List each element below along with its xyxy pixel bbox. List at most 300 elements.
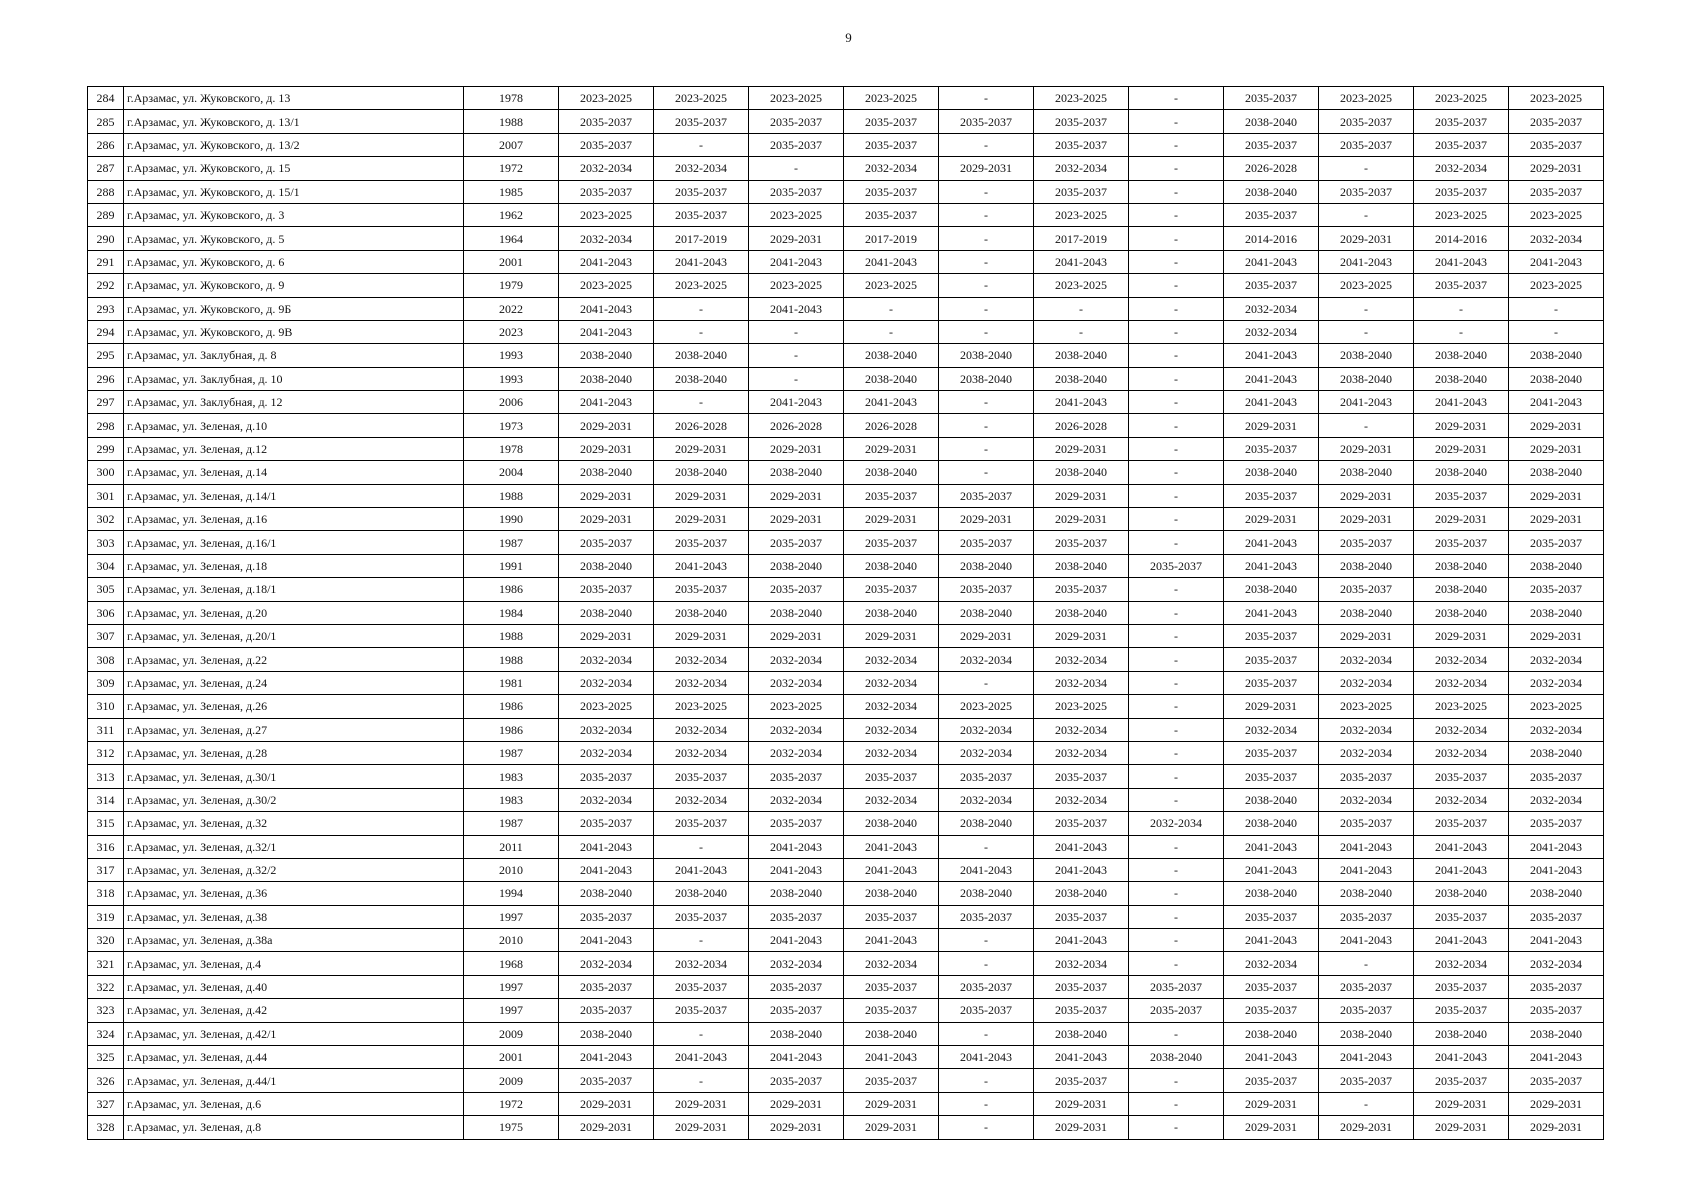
period-cell: 2032-2034 <box>1034 157 1129 180</box>
period-cell: - <box>1129 414 1224 437</box>
period-cell: 2035-2037 <box>1414 133 1509 156</box>
year-cell: 1990 <box>464 508 559 531</box>
period-cell: 2035-2037 <box>1319 999 1414 1022</box>
period-cell: 2035-2037 <box>654 905 749 928</box>
period-cell: 2038-2040 <box>1509 367 1604 390</box>
period-cell: 2032-2034 <box>1319 788 1414 811</box>
period-cell: 2041-2043 <box>1414 1046 1509 1069</box>
period-cell: 2035-2037 <box>1414 999 1509 1022</box>
period-cell: 2035-2037 <box>1509 905 1604 928</box>
period-cell: - <box>1129 297 1224 320</box>
period-cell: 2035-2037 <box>1224 87 1319 110</box>
period-cell: 2041-2043 <box>1224 1046 1319 1069</box>
period-cell: 2041-2043 <box>1224 367 1319 390</box>
period-cell: 2035-2037 <box>1034 578 1129 601</box>
table-row <box>88 578 1604 601</box>
period-cell: 2035-2037 <box>1509 975 1604 998</box>
period-cell: 2023-2025 <box>749 203 844 226</box>
row-number-cell: 291 <box>88 250 124 273</box>
period-cell: - <box>939 461 1034 484</box>
period-cell: 2029-2031 <box>844 1092 939 1115</box>
period-cell: 2029-2031 <box>1509 624 1604 647</box>
address-cell: г.Арзамас, ул. Зеленая, д.32/1 <box>124 835 464 858</box>
period-cell: 2038-2040 <box>939 882 1034 905</box>
period-cell: 2038-2040 <box>1509 461 1604 484</box>
period-cell: 2035-2037 <box>654 110 749 133</box>
period-cell: 2035-2037 <box>559 812 654 835</box>
period-cell: 2017-2019 <box>844 227 939 250</box>
period-cell: 2032-2034 <box>1129 812 1224 835</box>
period-cell: 2035-2037 <box>844 1069 939 1092</box>
year-cell: 1975 <box>464 1116 559 1139</box>
period-cell: 2035-2037 <box>1414 1069 1509 1092</box>
year-cell: 1972 <box>464 157 559 180</box>
period-cell: 2029-2031 <box>1034 1116 1129 1139</box>
row-number-cell: 322 <box>88 975 124 998</box>
period-cell: 2041-2043 <box>559 858 654 881</box>
period-cell: 2035-2037 <box>1319 905 1414 928</box>
address-cell: г.Арзамас, ул. Жуковского, д. 15 <box>124 157 464 180</box>
period-cell: 2035-2037 <box>1034 765 1129 788</box>
period-cell: - <box>1129 227 1224 250</box>
period-cell: 2035-2037 <box>559 975 654 998</box>
period-cell: 2035-2037 <box>654 531 749 554</box>
period-cell: 2041-2043 <box>749 250 844 273</box>
period-cell: - <box>939 250 1034 273</box>
period-cell: 2035-2037 <box>939 999 1034 1022</box>
period-cell: 2032-2034 <box>559 227 654 250</box>
period-cell: 2035-2037 <box>1414 180 1509 203</box>
table-row <box>88 905 1604 928</box>
period-cell: 2032-2034 <box>1224 297 1319 320</box>
period-cell: 2035-2037 <box>1509 531 1604 554</box>
period-cell: - <box>1129 1092 1224 1115</box>
period-cell: 2038-2040 <box>1509 601 1604 624</box>
address-cell: г.Арзамас, ул. Зеленая, д.42 <box>124 999 464 1022</box>
period-cell: 2035-2037 <box>1224 999 1319 1022</box>
period-cell: - <box>654 835 749 858</box>
period-cell: 2029-2031 <box>654 484 749 507</box>
period-cell: 2035-2037 <box>749 905 844 928</box>
period-cell: 2023-2025 <box>559 274 654 297</box>
period-cell: - <box>939 320 1034 343</box>
year-cell: 1994 <box>464 882 559 905</box>
period-cell: 2038-2040 <box>749 461 844 484</box>
period-cell: 2032-2034 <box>844 718 939 741</box>
period-cell: 2035-2037 <box>1034 975 1129 998</box>
period-cell: 2035-2037 <box>1034 133 1129 156</box>
period-cell: 2035-2037 <box>1224 274 1319 297</box>
period-cell: - <box>844 297 939 320</box>
table-row <box>88 437 1604 460</box>
row-number-cell: 288 <box>88 180 124 203</box>
period-cell: 2032-2034 <box>749 952 844 975</box>
period-cell: - <box>1414 320 1509 343</box>
year-cell: 1997 <box>464 905 559 928</box>
period-cell: 2041-2043 <box>1509 391 1604 414</box>
period-cell: 2035-2037 <box>1414 531 1509 554</box>
year-cell: 2009 <box>464 1022 559 1045</box>
period-cell: - <box>1319 320 1414 343</box>
period-cell: 2035-2037 <box>1509 578 1604 601</box>
period-cell: - <box>1129 250 1224 273</box>
period-cell: 2032-2034 <box>1509 648 1604 671</box>
period-cell: 2041-2043 <box>1319 1046 1414 1069</box>
period-cell: 2038-2040 <box>844 812 939 835</box>
period-cell: - <box>939 227 1034 250</box>
period-cell: 2041-2043 <box>1319 929 1414 952</box>
period-cell: 2038-2040 <box>1034 1022 1129 1045</box>
table-row <box>88 648 1604 671</box>
period-cell: 2032-2034 <box>939 718 1034 741</box>
period-cell: - <box>1129 110 1224 133</box>
period-cell: 2023-2025 <box>1509 203 1604 226</box>
period-cell: 2035-2037 <box>844 975 939 998</box>
period-cell: 2029-2031 <box>1034 624 1129 647</box>
period-cell: 2041-2043 <box>559 391 654 414</box>
period-cell: 2032-2034 <box>1509 227 1604 250</box>
period-cell: 2032-2034 <box>654 718 749 741</box>
period-cell: 2029-2031 <box>559 508 654 531</box>
period-cell: 2041-2043 <box>939 858 1034 881</box>
period-cell: - <box>844 320 939 343</box>
period-cell: 2023-2025 <box>1509 695 1604 718</box>
period-cell: 2038-2040 <box>1414 601 1509 624</box>
period-cell: 2029-2031 <box>1414 624 1509 647</box>
period-cell: 2041-2043 <box>749 858 844 881</box>
period-cell: 2038-2040 <box>844 601 939 624</box>
period-cell: 2038-2040 <box>1414 367 1509 390</box>
period-cell: 2035-2037 <box>749 975 844 998</box>
address-cell: г.Арзамас, ул. Зеленая, д.40 <box>124 975 464 998</box>
address-cell: г.Арзамас, ул. Жуковского, д. 13/2 <box>124 133 464 156</box>
table-body <box>88 87 1604 1140</box>
period-cell: 2032-2034 <box>1224 718 1319 741</box>
row-number-cell: 308 <box>88 648 124 671</box>
period-cell: 2032-2034 <box>559 648 654 671</box>
period-cell: 2035-2037 <box>1509 133 1604 156</box>
address-cell: г.Арзамас, ул. Зеленая, д.16/1 <box>124 531 464 554</box>
period-cell: 2038-2040 <box>1224 812 1319 835</box>
period-cell: 2041-2043 <box>1319 858 1414 881</box>
period-cell: 2035-2037 <box>939 484 1034 507</box>
period-cell: 2032-2034 <box>654 648 749 671</box>
period-cell: 2035-2037 <box>844 133 939 156</box>
table-row <box>88 835 1604 858</box>
table-row <box>88 367 1604 390</box>
period-cell: 2035-2037 <box>749 812 844 835</box>
period-cell: 2035-2037 <box>654 999 749 1022</box>
period-cell: - <box>749 344 844 367</box>
period-cell: 2038-2040 <box>939 367 1034 390</box>
row-number-cell: 320 <box>88 929 124 952</box>
table-row <box>88 929 1604 952</box>
period-cell: 2035-2037 <box>559 905 654 928</box>
period-cell: 2038-2040 <box>844 367 939 390</box>
period-cell: 2032-2034 <box>939 788 1034 811</box>
table-row <box>88 695 1604 718</box>
table-row <box>88 297 1604 320</box>
table-row <box>88 87 1604 110</box>
period-cell: 2035-2037 <box>1319 578 1414 601</box>
period-cell: 2035-2037 <box>1509 1069 1604 1092</box>
period-cell: 2038-2040 <box>844 882 939 905</box>
period-cell: - <box>1129 157 1224 180</box>
period-cell: - <box>749 320 844 343</box>
table-row <box>88 414 1604 437</box>
period-cell: 2023-2025 <box>1509 274 1604 297</box>
period-cell: 2035-2037 <box>1034 180 1129 203</box>
period-cell: - <box>1129 133 1224 156</box>
period-cell: 2035-2037 <box>844 531 939 554</box>
period-cell: 2035-2037 <box>1414 484 1509 507</box>
period-cell: 2041-2043 <box>1319 835 1414 858</box>
period-cell: 2035-2037 <box>1224 1069 1319 1092</box>
period-cell: 2035-2037 <box>844 180 939 203</box>
period-cell: 2035-2037 <box>654 578 749 601</box>
period-cell: 2038-2040 <box>559 554 654 577</box>
table-row <box>88 274 1604 297</box>
period-cell: - <box>654 929 749 952</box>
period-cell: 2023-2025 <box>1319 87 1414 110</box>
period-cell: 2038-2040 <box>1319 882 1414 905</box>
table-row <box>88 1022 1604 1045</box>
table-row <box>88 601 1604 624</box>
period-cell: - <box>1129 87 1224 110</box>
year-cell: 1987 <box>464 741 559 764</box>
period-cell: 2035-2037 <box>1414 274 1509 297</box>
period-cell: 2041-2043 <box>1224 601 1319 624</box>
period-cell: 2038-2040 <box>749 882 844 905</box>
year-cell: 1978 <box>464 437 559 460</box>
period-cell: 2041-2043 <box>1224 344 1319 367</box>
address-cell: г.Арзамас, ул. Жуковского, д. 9 <box>124 274 464 297</box>
table-row <box>88 391 1604 414</box>
period-cell: 2035-2037 <box>654 975 749 998</box>
period-cell: 2041-2043 <box>559 297 654 320</box>
period-cell: 2035-2037 <box>1319 110 1414 133</box>
period-cell: 2029-2031 <box>654 437 749 460</box>
period-cell: 2041-2043 <box>1319 391 1414 414</box>
period-cell: 2035-2037 <box>939 765 1034 788</box>
address-cell: г.Арзамас, ул. Зеленая, д.20/1 <box>124 624 464 647</box>
period-cell: 2029-2031 <box>1509 1116 1604 1139</box>
period-cell: 2041-2043 <box>654 554 749 577</box>
period-cell: 2038-2040 <box>939 601 1034 624</box>
table-row <box>88 484 1604 507</box>
row-number-cell: 289 <box>88 203 124 226</box>
period-cell: 2035-2037 <box>654 765 749 788</box>
period-cell: 2035-2037 <box>1224 484 1319 507</box>
period-cell: 2032-2034 <box>1509 718 1604 741</box>
period-cell: 2041-2043 <box>559 929 654 952</box>
address-cell: г.Арзамас, ул. Заклубная, д. 8 <box>124 344 464 367</box>
period-cell: 2035-2037 <box>1319 531 1414 554</box>
period-cell: 2035-2037 <box>1224 203 1319 226</box>
address-cell: г.Арзамас, ул. Зеленая, д.28 <box>124 741 464 764</box>
period-cell: 2035-2037 <box>749 133 844 156</box>
address-cell: г.Арзамас, ул. Зеленая, д.26 <box>124 695 464 718</box>
address-cell: г.Арзамас, ул. Зеленая, д.30/1 <box>124 765 464 788</box>
period-cell: 2041-2043 <box>559 835 654 858</box>
year-cell: 1997 <box>464 975 559 998</box>
period-cell: 2029-2031 <box>1224 1092 1319 1115</box>
period-cell: 2041-2043 <box>749 297 844 320</box>
period-cell: 2029-2031 <box>1224 414 1319 437</box>
row-number-cell: 304 <box>88 554 124 577</box>
period-cell: 2032-2034 <box>654 788 749 811</box>
table-row <box>88 157 1604 180</box>
period-cell: 2032-2034 <box>844 648 939 671</box>
period-cell: 2026-2028 <box>844 414 939 437</box>
period-cell: 2029-2031 <box>1509 484 1604 507</box>
period-cell: 2035-2037 <box>749 531 844 554</box>
period-cell: 2038-2040 <box>844 1022 939 1045</box>
period-cell: 2032-2034 <box>1034 741 1129 764</box>
period-cell: 2026-2028 <box>1034 414 1129 437</box>
period-cell: 2035-2037 <box>654 812 749 835</box>
year-cell: 1988 <box>464 624 559 647</box>
row-number-cell: 305 <box>88 578 124 601</box>
year-cell: 2006 <box>464 391 559 414</box>
period-cell: 2041-2043 <box>844 391 939 414</box>
period-cell: 2017-2019 <box>654 227 749 250</box>
year-cell: 1973 <box>464 414 559 437</box>
period-cell: 2038-2040 <box>749 1022 844 1045</box>
year-cell: 1987 <box>464 812 559 835</box>
period-cell: 2023-2025 <box>1034 203 1129 226</box>
period-cell: 2041-2043 <box>1224 835 1319 858</box>
period-cell: 2032-2034 <box>1509 788 1604 811</box>
period-cell: 2029-2031 <box>1509 508 1604 531</box>
table-row <box>88 624 1604 647</box>
period-cell: 2032-2034 <box>559 788 654 811</box>
address-cell: г.Арзамас, ул. Жуковского, д. 15/1 <box>124 180 464 203</box>
period-cell: 2035-2037 <box>1034 999 1129 1022</box>
period-cell: 2032-2034 <box>1034 648 1129 671</box>
address-cell: г.Арзамас, ул. Зеленая, д.6 <box>124 1092 464 1115</box>
year-cell: 1983 <box>464 788 559 811</box>
period-cell: 2029-2031 <box>749 624 844 647</box>
period-cell: 2038-2040 <box>1034 601 1129 624</box>
period-cell: 2029-2031 <box>1414 437 1509 460</box>
period-cell: 2035-2037 <box>1319 975 1414 998</box>
table-row <box>88 461 1604 484</box>
year-cell: 1988 <box>464 648 559 671</box>
period-cell: 2032-2034 <box>939 741 1034 764</box>
period-cell: 2023-2025 <box>654 695 749 718</box>
period-cell: 2041-2043 <box>1509 250 1604 273</box>
period-cell: 2035-2037 <box>1034 1069 1129 1092</box>
table-row <box>88 882 1604 905</box>
period-cell: 2035-2037 <box>1509 110 1604 133</box>
period-cell: 2041-2043 <box>749 835 844 858</box>
period-cell: 2032-2034 <box>654 741 749 764</box>
row-number-cell: 313 <box>88 765 124 788</box>
address-cell: г.Арзамас, ул. Зеленая, д.8 <box>124 1116 464 1139</box>
period-cell: - <box>1509 320 1604 343</box>
period-cell: 2032-2034 <box>1414 671 1509 694</box>
period-cell: 2026-2028 <box>654 414 749 437</box>
period-cell: 2041-2043 <box>1509 835 1604 858</box>
period-cell: - <box>1129 391 1224 414</box>
table-row <box>88 508 1604 531</box>
period-cell: - <box>939 297 1034 320</box>
period-cell: 2029-2031 <box>749 508 844 531</box>
period-cell: - <box>1319 952 1414 975</box>
period-cell: 2035-2037 <box>1034 110 1129 133</box>
year-cell: 1978 <box>464 87 559 110</box>
row-number-cell: 301 <box>88 484 124 507</box>
year-cell: 1979 <box>464 274 559 297</box>
period-cell: 2035-2037 <box>1414 110 1509 133</box>
period-cell: - <box>749 157 844 180</box>
row-number-cell: 290 <box>88 227 124 250</box>
address-cell: г.Арзамас, ул. Жуковского, д. 6 <box>124 250 464 273</box>
row-number-cell: 306 <box>88 601 124 624</box>
period-cell: 2038-2040 <box>1509 344 1604 367</box>
period-cell: 2032-2034 <box>1414 718 1509 741</box>
period-cell: 2023-2025 <box>654 274 749 297</box>
period-cell: 2038-2040 <box>1319 554 1414 577</box>
table-row <box>88 227 1604 250</box>
period-cell: 2041-2043 <box>654 1046 749 1069</box>
period-cell: - <box>1129 578 1224 601</box>
period-cell: 2038-2040 <box>844 344 939 367</box>
year-cell: 2010 <box>464 858 559 881</box>
period-cell: 2041-2043 <box>939 1046 1034 1069</box>
period-cell: - <box>654 320 749 343</box>
address-cell: г.Арзамас, ул. Зеленая, д.32/2 <box>124 858 464 881</box>
year-cell: 2022 <box>464 297 559 320</box>
period-cell: 2035-2037 <box>844 203 939 226</box>
period-cell: - <box>939 671 1034 694</box>
period-cell: 2035-2037 <box>1224 765 1319 788</box>
period-cell: 2035-2037 <box>1034 531 1129 554</box>
period-cell: - <box>1129 858 1224 881</box>
period-cell: 2035-2037 <box>1319 133 1414 156</box>
period-cell: - <box>1319 297 1414 320</box>
period-cell: 2041-2043 <box>844 835 939 858</box>
period-cell: 2029-2031 <box>1034 437 1129 460</box>
year-cell: 1986 <box>464 718 559 741</box>
address-cell: г.Арзамас, ул. Зеленая, д.36 <box>124 882 464 905</box>
period-cell: 2029-2031 <box>1414 1116 1509 1139</box>
period-cell: 2035-2037 <box>559 531 654 554</box>
period-cell: 2038-2040 <box>1224 578 1319 601</box>
period-cell: - <box>939 87 1034 110</box>
period-cell: 2035-2037 <box>939 110 1034 133</box>
period-cell: - <box>939 274 1034 297</box>
period-cell: 2041-2043 <box>1319 250 1414 273</box>
period-cell: 2038-2040 <box>1414 344 1509 367</box>
period-cell: 2038-2040 <box>559 461 654 484</box>
period-cell: 2038-2040 <box>939 812 1034 835</box>
address-cell: г.Арзамас, ул. Зеленая, д.30/2 <box>124 788 464 811</box>
period-cell: 2029-2031 <box>1319 508 1414 531</box>
period-cell: 2023-2025 <box>749 695 844 718</box>
period-cell: 2035-2037 <box>654 203 749 226</box>
period-cell: - <box>1129 788 1224 811</box>
period-cell: 2029-2031 <box>844 624 939 647</box>
period-cell: 2041-2043 <box>1414 391 1509 414</box>
period-cell: 2041-2043 <box>1414 250 1509 273</box>
period-cell: 2038-2040 <box>844 461 939 484</box>
period-cell: 2029-2031 <box>1509 437 1604 460</box>
period-cell: 2035-2037 <box>939 905 1034 928</box>
period-cell: 2041-2043 <box>1034 835 1129 858</box>
period-cell: 2032-2034 <box>844 952 939 975</box>
